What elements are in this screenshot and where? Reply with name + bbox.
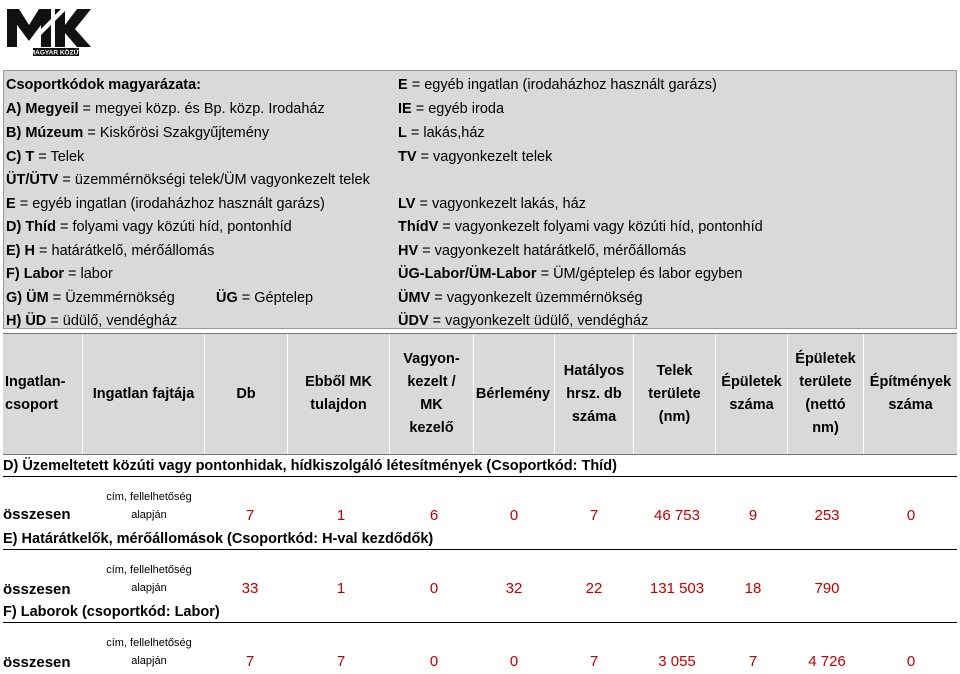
table-row: [3, 551, 957, 599]
value-building-area: 4 726: [808, 653, 846, 670]
col-header-building-area: Épületek területe (nettó nm): [795, 351, 856, 436]
table-row: [3, 624, 957, 672]
section-title-d: D) Üzemeltetett közúti vagy pontonhidak, hídkiszolgáló létesítmények (Csoportkód: Thíd): [3, 458, 617, 474]
value-managed: 0: [429, 653, 439, 670]
table-row: [3, 478, 957, 526]
value-land-area: 46 753: [654, 507, 700, 524]
legend-title: Csoportkódok magyarázata:: [6, 77, 201, 93]
value-owned: 7: [336, 653, 346, 670]
value-structure-count: 0: [906, 653, 916, 670]
value-parcel-count: 22: [585, 580, 603, 597]
value-parcel-count: 7: [589, 507, 599, 524]
value-count: 7: [245, 507, 255, 524]
col-header-leased: Bérlemény: [475, 385, 551, 402]
total-label: összesen: [3, 654, 71, 671]
legend-right-lv: LV = vagyonkezelt lakás, ház: [398, 196, 586, 212]
value-building-count: 7: [748, 653, 758, 670]
legend-item-h: E) H = határátkelő, mérőállomás: [6, 243, 215, 259]
value-owned: 1: [336, 580, 346, 597]
col-header-type: Ingatlan fajtája: [92, 385, 195, 402]
legend-item-ud: H) ÜD = üdülő, vendégház: [6, 313, 178, 329]
section-title-f: F) Laborok (csoportkód: Labor): [3, 604, 220, 620]
value-land-area: 131 503: [649, 580, 705, 597]
legend-item-c: C) T = Telek: [6, 149, 85, 165]
legend-item-um: G) ÜM = Üzemmérnökség: [6, 290, 175, 306]
total-label: összesen: [3, 581, 71, 598]
legend-right-ie: IE = egyéb iroda: [398, 101, 505, 117]
legend-item-ut: ÜT/ÜTV = üzemmérnökségi telek/ÜM vagyonkezelt telek: [6, 172, 370, 188]
value-owned: 1: [336, 507, 346, 524]
value-building-area: 253: [814, 507, 840, 524]
legend-right-umv: ÜMV = vagyonkezelt üzemmérnökség: [398, 290, 643, 306]
magyar-kozut-logo: [3, 3, 93, 57]
group-code-legend: [3, 70, 957, 329]
col-header-group: Ingatlan- csoport: [5, 374, 66, 413]
value-land-area: 3 055: [658, 653, 696, 670]
basis-label: cím, fellelhetőség alapján: [106, 637, 192, 667]
legend-item-b: B) Múzeum = Kiskőrösi Szakgyűjtemény: [6, 125, 270, 141]
value-building-count: 18: [744, 580, 762, 597]
legend-right-l: L = lakás,ház: [398, 125, 485, 141]
legend-right-udv: ÜDV = vagyonkezelt üdülő, vendégház: [398, 313, 649, 329]
legend-item-ug: ÜG = Géptelep: [216, 290, 314, 306]
legend-right-ug-labor: ÜG-Labor/ÜM-Labor = ÜM/géptelep és labor egyben: [398, 266, 743, 282]
value-count: 33: [241, 580, 259, 597]
value-structure-count: 0: [906, 507, 916, 524]
basis-label: cím, fellelhetőség alapján: [106, 491, 192, 521]
legend-right-tv: TV = vagyonkezelt telek: [398, 149, 553, 165]
logo-text: MAGYAR KÖZÚT: [29, 49, 83, 57]
value-parcel-count: 7: [589, 653, 599, 670]
legend-item-labor: F) Labor = labor: [6, 266, 113, 282]
legend-item-a: A) Megyeil = megyei közp. és Bp. közp. Irodaház: [6, 101, 325, 117]
col-header-count: Db: [236, 385, 256, 402]
col-header-owned: Ebből MK tulajdon: [305, 374, 372, 413]
table-header: [3, 333, 957, 455]
value-managed: 0: [429, 580, 439, 597]
col-header-structure-count: Építmények száma: [869, 374, 952, 413]
value-count: 7: [245, 653, 255, 670]
legend-right-hv: HV = vagyonkezelt határátkelő, mérőállomás: [398, 243, 687, 259]
legend-item-d: D) Thíd = folyami vagy közúti híd, pontonhíd: [6, 219, 292, 235]
value-managed: 6: [429, 507, 439, 524]
legend-right-e: E = egyéb ingatlan (irodaházhoz használt garázs): [398, 77, 717, 93]
value-building-area: 790: [814, 580, 840, 597]
col-header-building-count: Épületek száma: [721, 374, 782, 413]
legend-item-e: E = egyéb ingatlan (irodaházhoz használt garázs): [6, 196, 325, 212]
col-header-managed: Vagyon- kezelt / MK kezelő: [403, 351, 460, 436]
value-building-count: 9: [748, 507, 758, 524]
value-leased: 0: [509, 507, 519, 524]
basis-label: cím, fellelhetőség alapján: [106, 564, 192, 594]
total-label: összesen: [3, 506, 71, 523]
col-header-land-area: Telek területe (nm): [648, 362, 701, 425]
value-leased: 32: [505, 580, 523, 597]
section-title-e: E) Határátkelők, mérőállomások (Csoportkód: H-val kezdődők): [3, 531, 434, 547]
col-header-parcel-count: Hatályos hrsz. db száma: [563, 362, 625, 425]
value-leased: 0: [509, 653, 519, 670]
legend-right-thidv: ThídV = vagyonkezelt folyami vagy közúti híd, pontonhíd: [398, 219, 763, 235]
